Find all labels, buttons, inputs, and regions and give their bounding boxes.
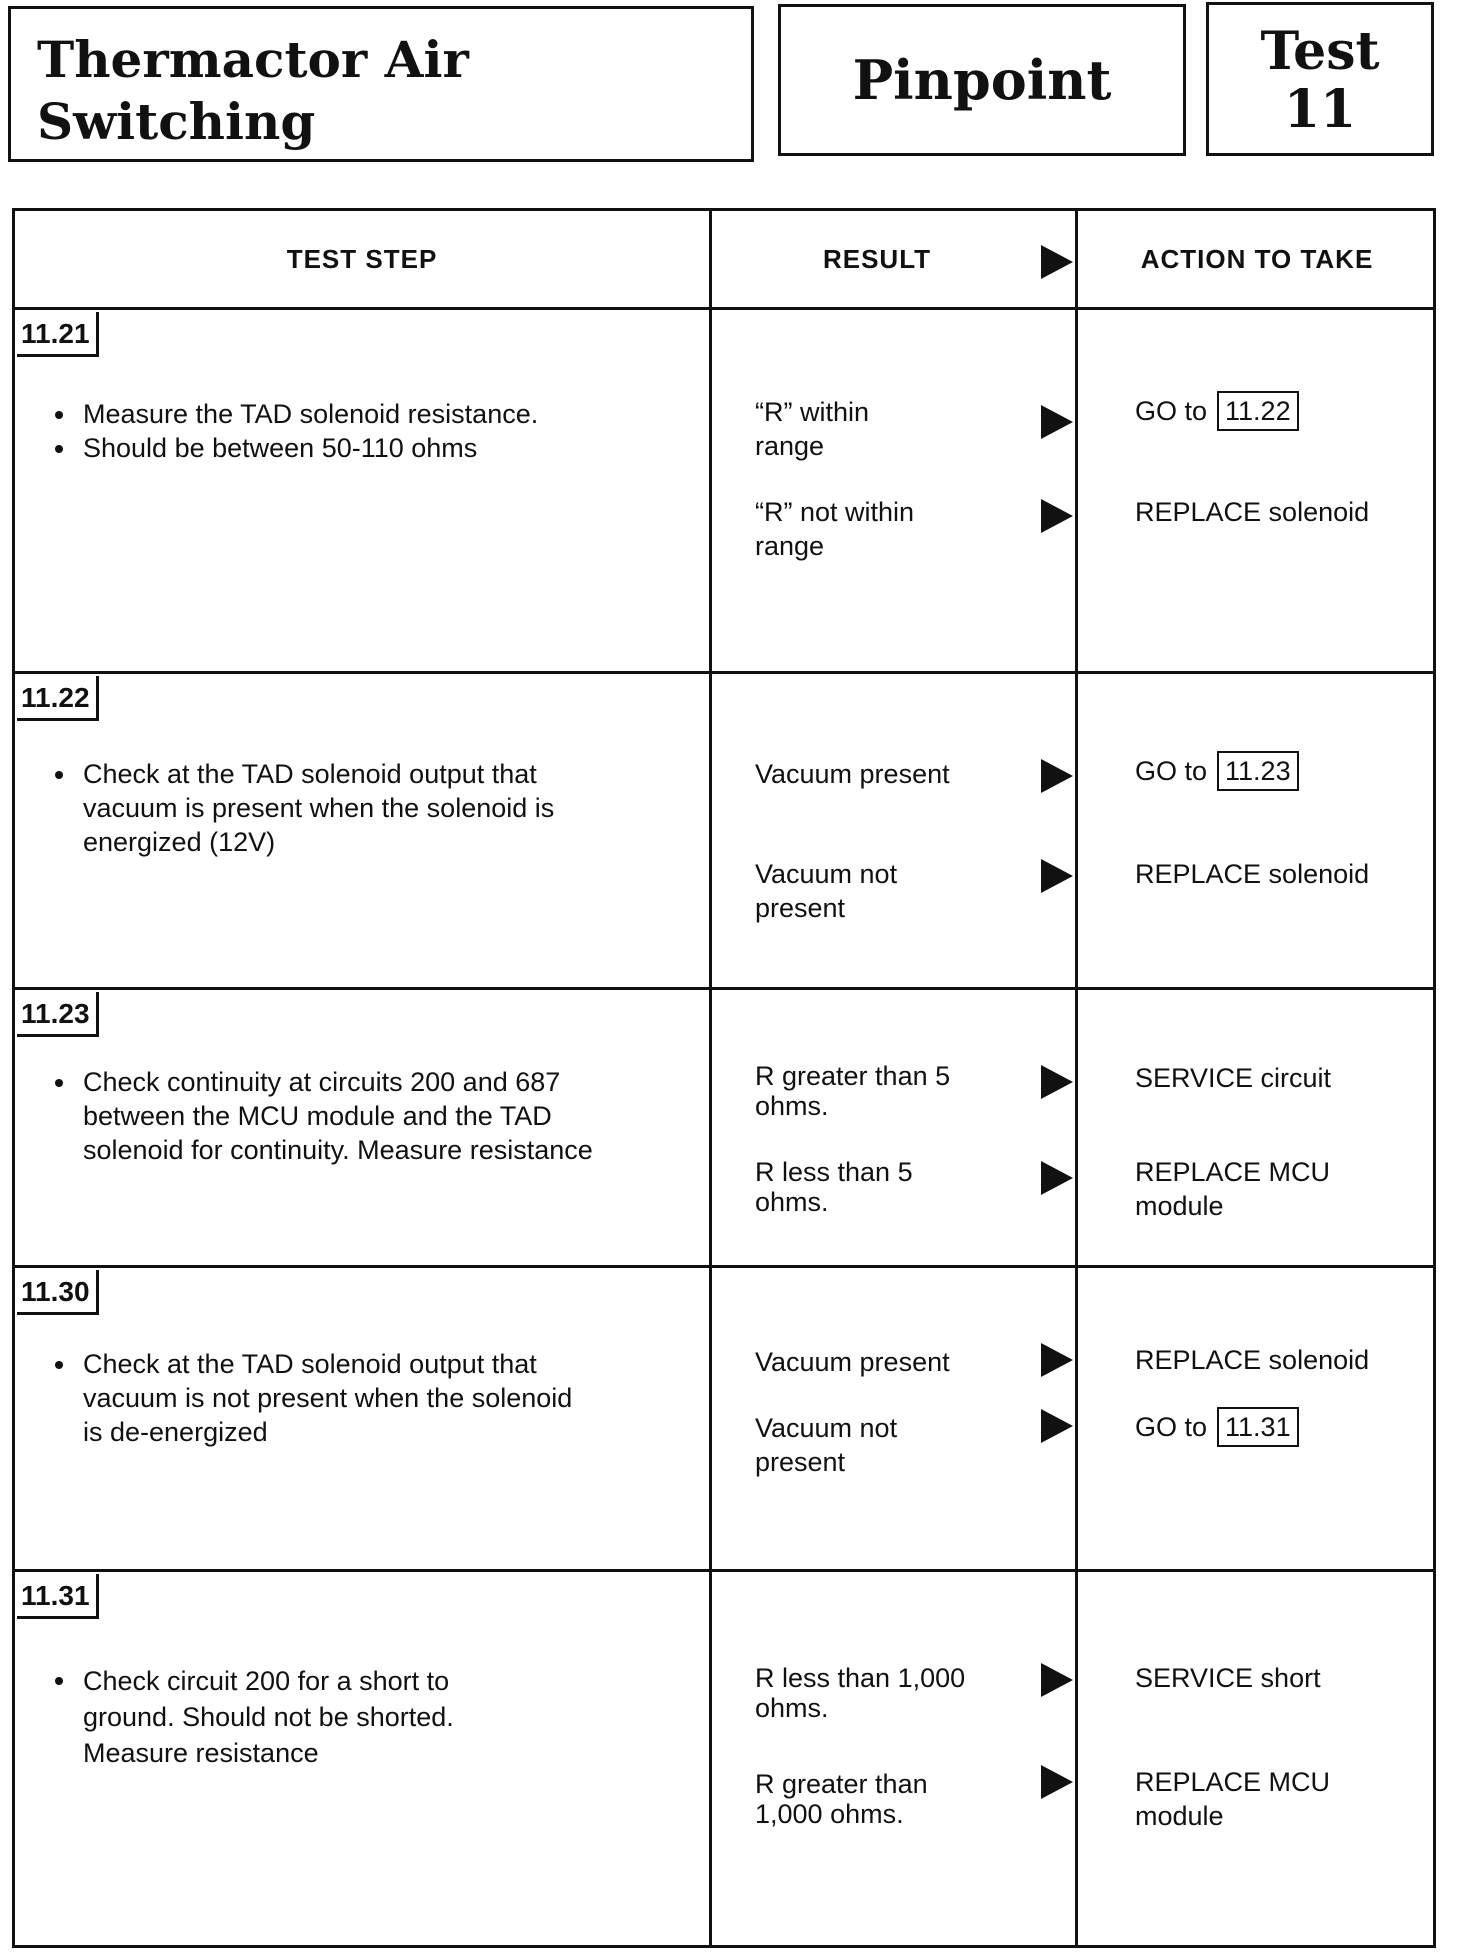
column-divider-2 (1075, 211, 1078, 1945)
result-arrow-icon (1041, 1065, 1073, 1099)
column-header-test-step: TEST STEP (286, 243, 438, 274)
pinpoint-label (778, 4, 1186, 156)
row-divider-3 (15, 1265, 1433, 1268)
step-instructions (53, 397, 673, 465)
step-bullet: Should be between 50-110 ohms (53, 431, 673, 465)
step-number: 11.31 (17, 1574, 99, 1619)
step-instructions (53, 1065, 613, 1167)
action-text (1135, 391, 1425, 431)
result-text: Vacuum present (755, 1347, 950, 1377)
result-arrow-icon (1041, 1409, 1073, 1443)
result-text: R greater than 5 ohms. (755, 1061, 951, 1121)
action-label: GO to (1135, 396, 1208, 426)
step-reference-link[interactable]: 11.22 (1217, 391, 1299, 431)
pinpoint-text: Pinpoint (852, 48, 1112, 112)
step-number: 11.23 (17, 992, 99, 1037)
action-text: REPLACE solenoid (1135, 497, 1370, 527)
action-text (1135, 751, 1425, 791)
test-number: 11 (1283, 79, 1357, 140)
action-text: REPLACE solenoid (1135, 1345, 1370, 1375)
column-header-result: RESULT (822, 243, 932, 274)
step-bullet: Measure the TAD solenoid resistance. (53, 397, 673, 431)
step-instructions (53, 1663, 533, 1771)
step-bullet: Check at the TAD solenoid output that vacuum is not present when the solenoid is de-energized (53, 1347, 593, 1449)
test-number-box (1206, 2, 1434, 156)
action-text: REPLACE MCU module (1135, 1767, 1331, 1831)
action-text: SERVICE circuit (1135, 1063, 1332, 1093)
step-instructions (53, 1347, 593, 1449)
result-arrow-icon (1041, 1343, 1073, 1377)
result-arrow-icon (1041, 759, 1073, 793)
action-text: SERVICE short (1135, 1663, 1321, 1693)
action-label: GO to (1135, 1412, 1208, 1442)
test-label: Test (1260, 21, 1380, 82)
step-number: 11.21 (17, 312, 99, 357)
step-bullet: Check circuit 200 for a short to ground. Should not be shorted. Measure resistance (53, 1663, 533, 1771)
row-divider-2 (15, 987, 1433, 990)
result-arrow-icon (1041, 1161, 1073, 1195)
document-title (8, 6, 754, 162)
pinpoint-test-table (12, 208, 1436, 1948)
action-label: GO to (1135, 756, 1208, 786)
result-text: Vacuum not present (755, 859, 898, 923)
header-divider (15, 307, 1433, 310)
result-text: “R” within range (755, 397, 870, 461)
action-text: REPLACE MCU module (1135, 1157, 1331, 1221)
row-divider-1 (15, 671, 1433, 674)
row-divider-4 (15, 1569, 1433, 1572)
title-line-1: Thermactor Air (37, 30, 469, 89)
step-reference-link[interactable]: 11.31 (1217, 1407, 1299, 1447)
result-arrow-icon (1041, 499, 1073, 533)
result-text: “R” not within range (755, 497, 915, 561)
result-text: R less than 1,000 ohms. (755, 1663, 966, 1723)
result-arrow-icon (1041, 1765, 1073, 1799)
step-reference-link[interactable]: 11.23 (1217, 751, 1299, 791)
action-text (1135, 1407, 1425, 1447)
header-arrow-icon (1041, 245, 1073, 279)
title-line-2: Switching (37, 92, 316, 151)
step-bullet: Check continuity at circuits 200 and 687 between the MCU module and the TAD solenoid for continuity. Measure resistance (53, 1065, 613, 1167)
step-number: 11.30 (17, 1270, 99, 1315)
result-arrow-icon (1041, 1663, 1073, 1697)
result-text: Vacuum not present (755, 1413, 898, 1477)
column-header-action: ACTION TO TAKE (1140, 243, 1374, 274)
result-text: R greater than 1,000 ohms. (755, 1769, 928, 1829)
result-arrow-icon (1041, 859, 1073, 893)
step-number: 11.22 (17, 676, 99, 721)
step-instructions (53, 757, 593, 859)
column-divider-1 (709, 211, 712, 1945)
step-bullet: Check at the TAD solenoid output that vacuum is present when the solenoid is energized (12V) (53, 757, 593, 859)
result-arrow-icon (1041, 405, 1073, 439)
result-text: R less than 5 ohms. (755, 1157, 913, 1217)
action-text: REPLACE solenoid (1135, 859, 1370, 889)
result-text: Vacuum present (755, 759, 950, 789)
